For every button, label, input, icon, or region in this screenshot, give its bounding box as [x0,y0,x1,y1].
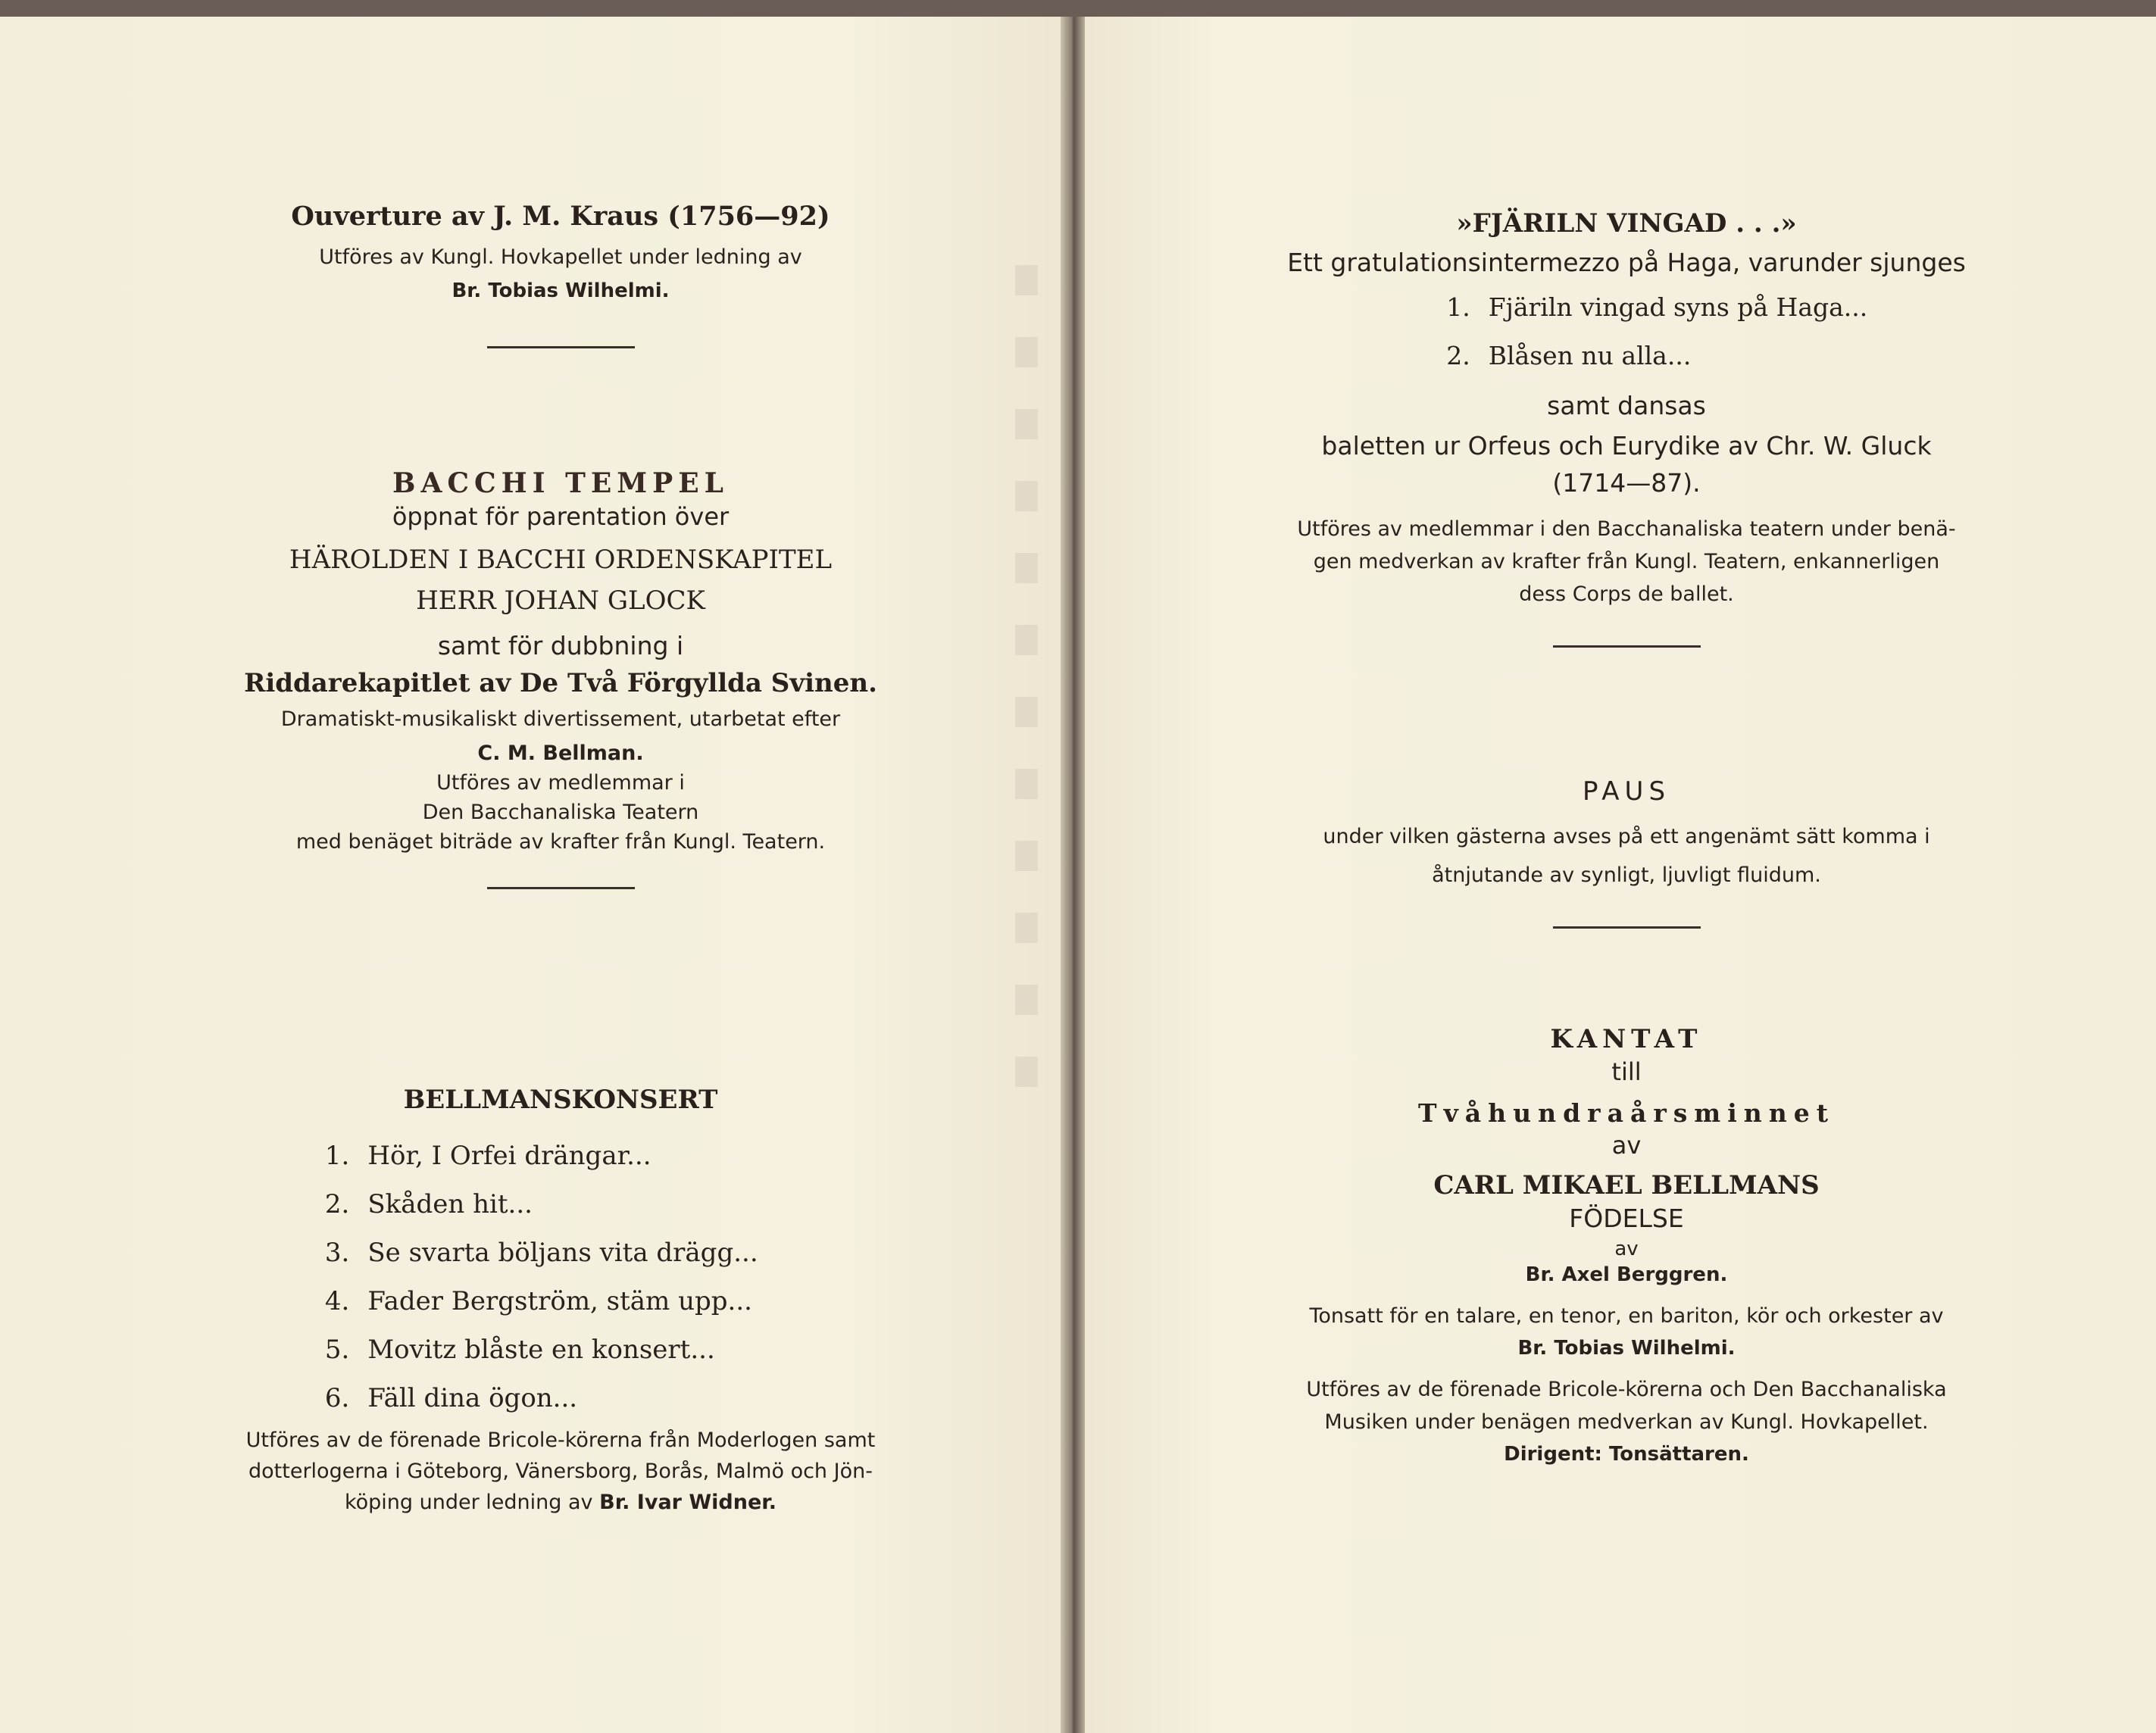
overture-title: Ouverture av J. M. Kraus (1756—92) [291,201,830,232]
list-item: 1. Hör, I Orfei drängar... [324,1141,651,1171]
list-item: 6. Fäll dina ögon... [324,1383,578,1413]
section-divider [1553,926,1701,929]
fjariln-subtitle: Ett gratulationsintermezzo på Haga, varunder sjunges [1287,248,1966,277]
bacchi-line10: med benäget biträde av krafter från Kungl. Teatern. [295,830,826,854]
kantat-title: KANTAT [1550,1024,1703,1054]
right-page [1085,17,2156,1733]
kantat-section [1206,1024,2047,1466]
fjariln-performed2: gen medverkan av krafter från Kungl. Teatern, enkannerligen [1313,550,1940,573]
kantat-line3: av [1611,1131,1642,1160]
list-item: 4. Fader Bergström, stäm upp... [324,1286,752,1316]
bellman-section [189,1085,932,1514]
kantat-line1: till [1611,1057,1642,1086]
bacchi-line3: HERR JOHAN GLOCK [416,585,705,616]
overture-conductor: Br. Tobias Wilhelmi. [452,279,670,302]
overture-performed: Utföres av Kungl. Hovkapellet under ledning av [319,245,802,269]
bacchi-line2: HÄROLDEN I BACCHI ORDENSKAPITEL [289,545,833,575]
paus-section [1206,776,2047,929]
list-item: 5. Movitz blåste en konsert... [324,1335,715,1365]
bellman-performed3: köping under ledning av Br. Ivar Widner. [344,1491,777,1514]
bellman-performed2: dotterlogerna i Göteborg, Vänersborg, Borås, Malmö och Jön- [248,1460,873,1483]
kantat-line6: av [1614,1238,1639,1260]
section-divider [487,887,635,889]
paus-line2: åtnjutande av synligt, ljuvligt fluidum. [1432,863,1821,887]
bellman-title: BELLMANSKONSERT [403,1085,718,1115]
kantat-line12: Dirigent: Tonsättaren. [1504,1443,1749,1466]
bacchi-line6: Dramatiskt-musikaliskt divertissement, utarbetat efter [280,707,841,731]
bacchi-line1: öppnat för parentation över [392,502,730,531]
kantat-line2: Tvåhundraårsminnet [1418,1098,1835,1128]
book-gutter [1061,17,1085,1733]
paus-line1: under vilken gästerna avses på ett angenämt sätt komma i [1323,825,1930,848]
kantat-line8: Tonsatt för en talare, en tenor, en bariton, kör och orkester av [1309,1304,1944,1328]
list-item: 2. Skåden hit... [324,1189,533,1219]
bacchi-line8: Utföres av medlemmar i [436,771,685,795]
kantat-line9: Br. Tobias Wilhelmi. [1517,1337,1736,1360]
bacchi-title: BACCHI TEMPEL [392,467,729,499]
paus-title: PAUS [1582,776,1671,807]
fjariln-title: »FJÄRILN VINGAD . . .» [1456,208,1797,239]
bacchi-line9: Den Bacchanaliska Teatern [422,801,699,824]
list-item: 3. Se svarta böljans vita drägg... [324,1238,758,1268]
bacchi-line4: samt för dubbning i [437,631,684,660]
fjariln-line2: baletten ur Orfeus och Eurydike av Chr. W. Gluck [1321,431,1932,461]
fjariln-line3: (1714—87). [1552,468,1701,498]
kantat-line4: CARL MIKAEL BELLMANS [1433,1170,1820,1201]
left-page [0,17,1061,1733]
bacchi-line5: Riddarekapitlet av De Två Förgyllda Svinen. [244,668,877,698]
fjariln-list [1431,283,1868,380]
kantat-line5: FÖDELSE [1569,1204,1684,1233]
section-divider [487,346,635,348]
fjariln-performed1: Utföres av medlemmar i den Bacchanaliska teatern under benä- [1297,517,1956,541]
overture-section [189,201,932,348]
list-item: 1. Fjäriln vingad syns på Haga... [1446,292,1868,322]
bacchi-line7: C. M. Bellman. [477,742,644,765]
section-divider [1553,645,1701,648]
fjariln-performed3: dess Corps de ballet. [1519,582,1734,606]
bacchi-section [189,467,932,889]
print-bleed-through [1015,265,1038,1098]
fjariln-section [1206,208,2047,648]
kantat-line10: Utföres av de förenade Bricole-körerna och Den Bacchanaliska [1306,1378,1947,1401]
fjariln-line1: samt dansas [1547,391,1706,420]
list-item: 2. Blåsen nu alla... [1446,341,1692,370]
bellman-list [310,1132,758,1422]
kantat-line7: Br. Axel Berggren. [1525,1263,1728,1286]
bellman-performed1: Utföres av de förenade Bricole-körerna från Moderlogen samt [245,1429,876,1452]
kantat-line11: Musiken under benägen medverkan av Kungl. Hovkapellet. [1324,1410,1929,1434]
